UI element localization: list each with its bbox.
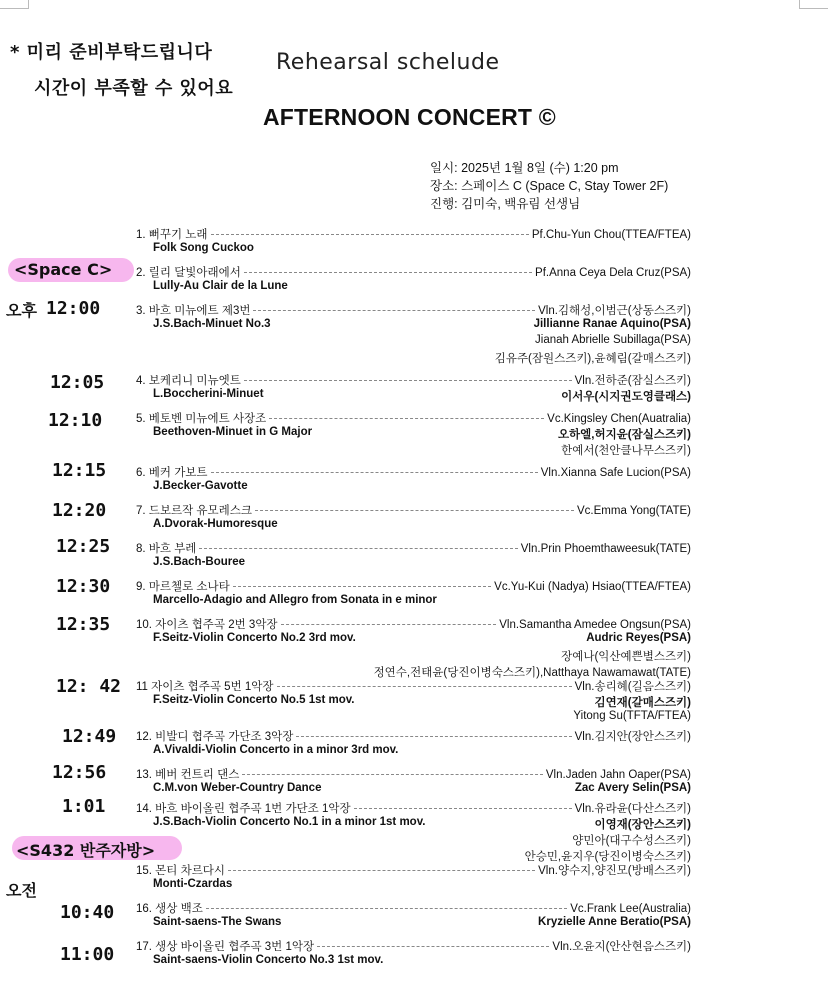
performer-extra: 이서우(시지권도영클래스): [561, 391, 691, 403]
side-label-pm: 오후: [6, 301, 37, 320]
page-corner-left: [0, 0, 29, 9]
side-label-space-c: <Space C>: [14, 260, 113, 279]
performer: Vc.Kingsley Chen(Auatralia): [547, 413, 691, 425]
piece-english: Monti-Czardas: [153, 878, 233, 890]
piece-english: Saint-saens-Violin Concerto No.3 1st mov.: [153, 954, 384, 966]
performer-extra: 안승민,윤지우(당진이병숙스즈키): [524, 851, 691, 863]
time-slot: 12: 42: [56, 676, 122, 697]
side-label-am: 오전: [6, 881, 37, 900]
piece-title: 10. 자이츠 협주곡 2번 3악장: [136, 619, 278, 631]
piece-english: F.Seitz-Violin Concerto No.2 3rd mov.: [153, 632, 356, 644]
time-slot: 12:35: [56, 614, 111, 635]
performer-extra: 양민아(대구수성스즈키): [572, 835, 691, 847]
performer-extra: 이영재(장안스즈키): [594, 819, 691, 831]
piece-english: J.Becker-Gavotte: [153, 480, 248, 492]
time-slot: 12:49: [62, 726, 117, 747]
performer: Vln.유라윤(다산스즈키): [574, 803, 691, 815]
piece-title: 11 자이츠 협주곡 5번 1악장: [136, 681, 274, 693]
performer: Vln.송리혜(길음스즈키): [574, 681, 691, 693]
time-slot: 12:56: [52, 762, 107, 783]
page-corner-right: [799, 0, 828, 9]
program-item-7: [136, 502, 691, 534]
performer: Pf.Chu-Yun Chou(TTEA/FTEA): [531, 229, 691, 241]
performer-extra: Jianah Abrielle Subillaga(PSA): [535, 334, 691, 346]
performer-extra: 김유주(잠원스즈키),윤혜림(갈매스즈키): [494, 353, 691, 365]
performer-extra: Audric Reyes(PSA): [586, 632, 691, 644]
program-item-14: [136, 800, 691, 864]
program-item-9: [136, 578, 691, 610]
piece-english: C.M.von Weber-Country Dance: [153, 782, 322, 794]
performer-extra: 장예나(익산예쁜별스즈키): [561, 651, 691, 663]
time-slot: 10:40: [60, 902, 115, 923]
piece-english: J.S.Bach-Minuet No.3: [153, 318, 271, 330]
piece-title: 9. 마르첼로 소나타: [136, 581, 230, 593]
performer: Vln.Xianna Safe Lucion(PSA): [540, 467, 691, 479]
program-item-12: [136, 728, 691, 760]
piece-english: L.Boccherini-Minuet: [153, 388, 264, 400]
performer-extra: 정연수,전태윤(당진이병숙스즈키),Natthaya Nawamawat(TATE): [373, 667, 691, 679]
piece-title: 7. 드보르작 유모레스크: [136, 505, 252, 517]
program-item-17: [136, 938, 691, 970]
time-slot: 11:00: [60, 944, 115, 965]
time-slot: 1:01: [62, 796, 106, 817]
performer: Vc.Frank Lee(Australia): [570, 903, 691, 915]
performer-extra: 김연재(갈매스즈키): [594, 697, 691, 709]
piece-english: J.S.Bach-Violin Concerto No.1 in a minor 1st mov.: [153, 816, 426, 828]
performer: Vln.Samantha Amedee Ongsun(PSA): [499, 619, 691, 631]
time-slot: 12:15: [52, 460, 107, 481]
piece-title: 6. 베커 가보트: [136, 467, 208, 479]
performer: Vln.김지안(장안스즈키): [574, 731, 691, 743]
piece-title: 13. 베버 컨트리 댄스: [136, 769, 240, 781]
performer: Vln.Jaden Jahn Oaper(PSA): [545, 769, 691, 781]
piece-english: Marcello-Adagio and Allegro from Sonata in e minor: [153, 594, 437, 606]
piece-title: 15. 몬티 차르다시: [136, 865, 226, 877]
performer-extra: Zac Avery Selin(PSA): [574, 782, 691, 794]
program-item-16: [136, 900, 691, 932]
piece-english: A.Vivaldi-Violin Concerto in a minor 3rd mov.: [153, 744, 399, 756]
piece-title: 12. 비발디 협주곡 가단조 3악장: [136, 731, 294, 743]
side-label-room: <S432 반주자방>: [16, 841, 156, 860]
performer-extra: Jillianne Ranae Aquino(PSA): [533, 318, 691, 330]
piece-english: Folk Song Cuckoo: [153, 242, 254, 254]
piece-english: A.Dvorak-Humoresque: [153, 518, 278, 530]
page-title: AFTERNOON CONCERT ©: [263, 104, 556, 130]
time-slot: 12:25: [56, 536, 111, 557]
time-slot: 12:05: [50, 372, 105, 393]
time-slot: 12:20: [52, 500, 107, 521]
performer: Vln.양수지,양진모(방배스즈키): [538, 865, 691, 877]
program-item-6: [136, 464, 691, 496]
handwritten-note-time: 시간이 부족할 수 있어요: [34, 78, 234, 99]
performer-extra: Kryzielle Anne Beratio(PSA): [538, 916, 691, 928]
time-slot: 12:30: [56, 576, 111, 597]
piece-english: Beethoven-Minuet in G Major: [153, 426, 313, 438]
info-date: 일시: 2025년 1월 8일 (수) 1:20 pm: [430, 161, 619, 175]
performer-extra: 한예서(천안클나무스즈키): [561, 445, 691, 457]
program-item-8: [136, 540, 691, 572]
time-slot: 12:00: [46, 298, 101, 319]
piece-title: 5. 베토벤 미뉴에트 사장조: [136, 413, 267, 425]
performer: Vln.Prin Phoemthaweesuk(TATE): [520, 543, 691, 555]
time-slot: 12:10: [48, 410, 103, 431]
piece-title: 8. 바흐 부레: [136, 543, 197, 555]
piece-title: 17. 생상 바이올린 협주곡 3번 1악장: [136, 941, 315, 953]
piece-title: 3. 바흐 미뉴에트 제3번: [136, 305, 251, 317]
piece-title: 2. 릴리 달빛아래에서: [136, 267, 241, 279]
piece-title: 16. 생상 백조: [136, 903, 203, 915]
program-item-15: [136, 862, 691, 894]
program-item-4: [136, 372, 691, 404]
piece-title: 14. 바흐 바이올린 협주곡 1번 가단조 1악장: [136, 803, 351, 815]
performer-extra: 오하엘,허지윤(잠실스즈키): [557, 429, 691, 441]
piece-title: 4. 보케리니 미뉴엣트: [136, 375, 241, 387]
handwritten-note-prepare: * 미리 준비부탁드립니다: [10, 42, 213, 63]
info-host: 진행: 김미숙, 백유림 선생님: [430, 197, 581, 211]
piece-english: Saint-saens-The Swans: [153, 916, 282, 928]
program-item-5: [136, 410, 691, 458]
program-item-11: [136, 678, 691, 726]
performer: Vln.전하준(잠실스즈키): [574, 375, 691, 387]
performer: Vc.Yu-Kui (Nadya) Hsiao(TTEA/FTEA): [494, 581, 691, 593]
performer: Vc.Emma Yong(TATE): [577, 505, 691, 517]
program-item-2: [136, 264, 691, 296]
program-item-3: [136, 302, 691, 366]
handwritten-subtitle: Rehearsal schelude: [276, 50, 500, 75]
program-item-1: [136, 226, 691, 258]
piece-english: Lully-Au Clair de la Lune: [153, 280, 288, 292]
piece-english: F.Seitz-Violin Concerto No.5 1st mov.: [153, 694, 355, 706]
program-item-13: [136, 766, 691, 798]
piece-english: J.S.Bach-Bouree: [153, 556, 246, 568]
performer: Vln.오윤지(안산현음스즈키): [552, 941, 691, 953]
performer: Vln.김해성,이범근(상동스즈키): [538, 305, 691, 317]
performer-extra: Yitong Su(TFTA/FTEA): [573, 710, 691, 722]
program-item-10: [136, 616, 691, 680]
piece-title: 1. 뻐꾸기 노래: [136, 229, 208, 241]
info-place: 장소: 스페이스 C (Space C, Stay Tower 2F): [430, 179, 669, 193]
performer: Pf.Anna Ceya Dela Cruz(PSA): [535, 267, 691, 279]
